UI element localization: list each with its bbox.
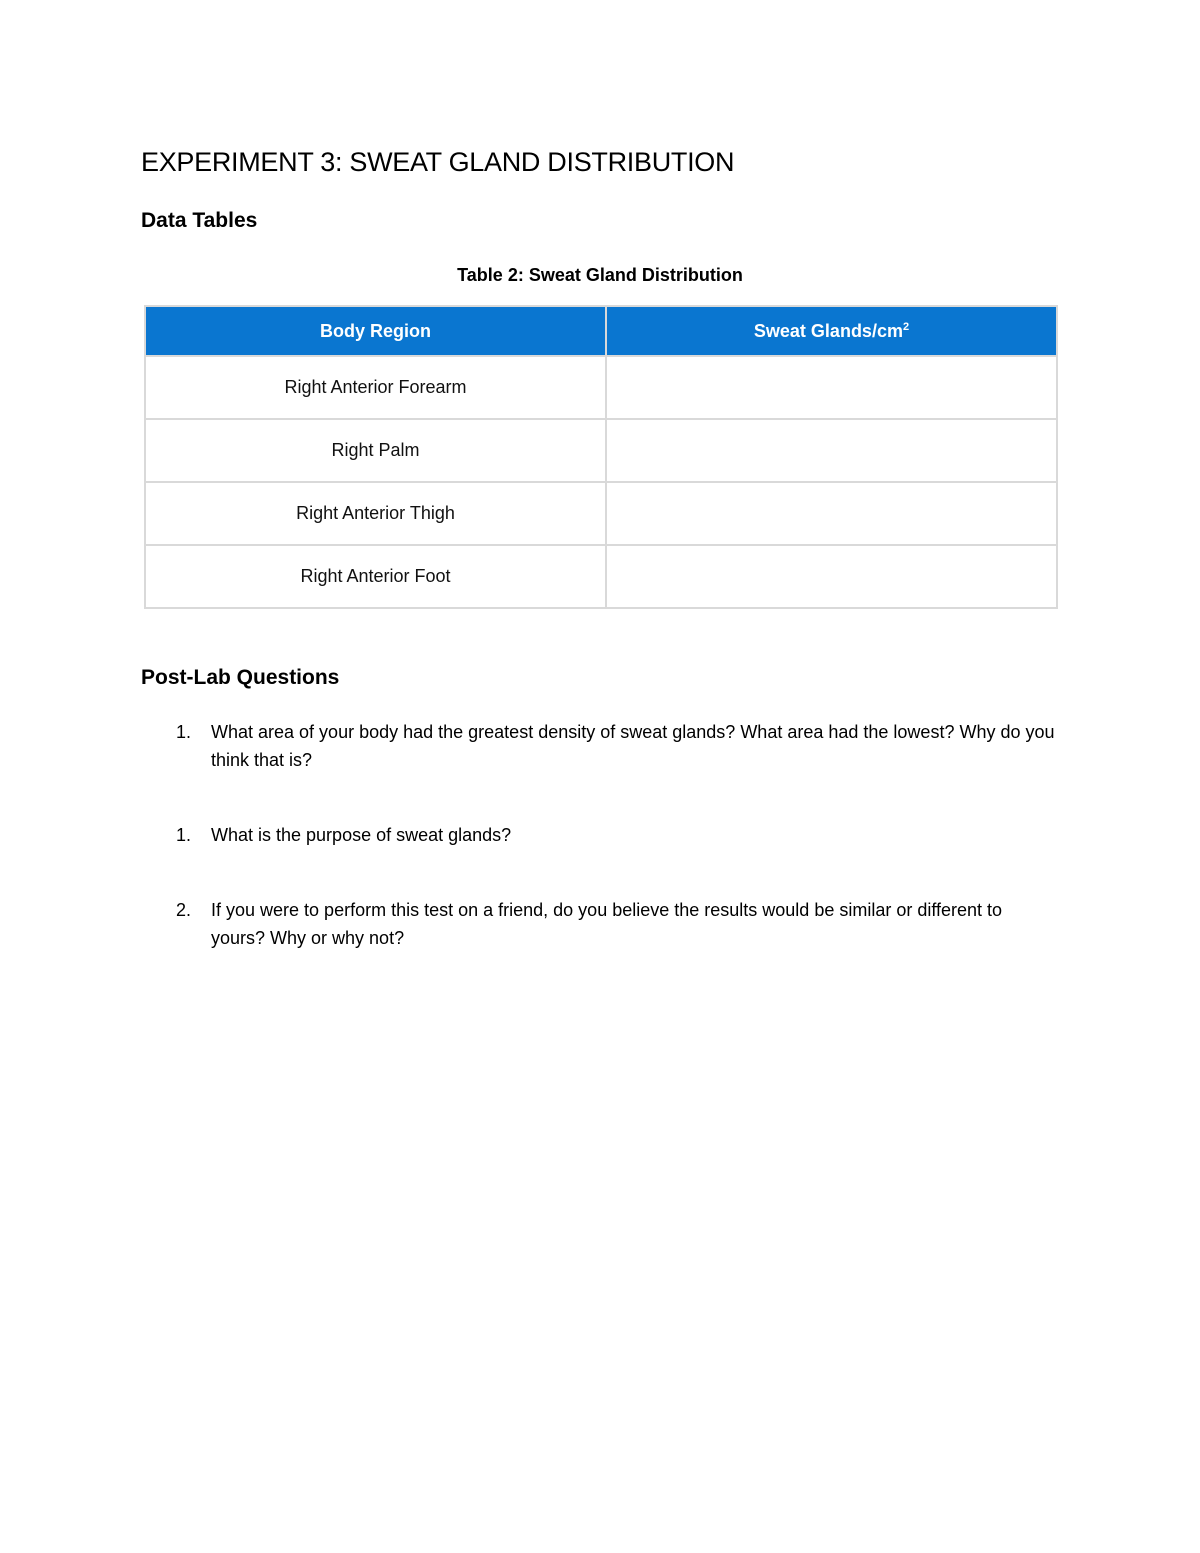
header-sweat-glands-label: Sweat Glands/cm [753, 320, 903, 341]
region-cell: Right Anterior Thigh [145, 482, 606, 545]
question-text: If you were to perform this test on a friend, do you believe the results would be similar or different to yours? Why or why not? [211, 900, 1003, 948]
region-cell: Right Palm [145, 419, 606, 482]
header-sweat-glands-superscript: 2 [902, 320, 910, 333]
post-lab-heading: Post-Lab Questions [141, 666, 340, 689]
question-list [176, 896, 1056, 952]
question-item [176, 896, 1056, 952]
value-cell[interactable] [606, 419, 1057, 482]
question-text: What is the purpose of sweat glands? [211, 825, 512, 845]
question-text: What area of your body had the greatest density of sweat glands? What area had the lowest? Why do you think that is? [211, 722, 1055, 770]
document-title: EXPERIMENT 3: SWEAT GLAND DISTRIBUTION [141, 147, 735, 177]
question-number: 2. [176, 900, 192, 920]
region-cell: Right Anterior Forearm [145, 356, 606, 419]
table-row [145, 482, 1057, 545]
table-row [145, 545, 1057, 608]
value-cell[interactable] [606, 545, 1057, 608]
question-item [176, 718, 1056, 774]
sweat-gland-table [144, 305, 1058, 609]
question-item [176, 821, 1056, 849]
question-list [176, 718, 1056, 774]
table-caption: Table 2: Sweat Gland Distribution [457, 265, 743, 285]
value-cell[interactable] [606, 356, 1057, 419]
header-sweat-glands [606, 306, 1057, 356]
value-cell[interactable] [606, 482, 1057, 545]
question-number: 1. [176, 825, 192, 845]
table-header-row [145, 306, 1057, 356]
table-row [145, 419, 1057, 482]
region-cell: Right Anterior Foot [145, 545, 606, 608]
question-list [176, 821, 1056, 849]
question-number: 1. [176, 722, 192, 742]
data-tables-heading: Data Tables [141, 209, 258, 232]
header-body-region: Body Region [145, 306, 606, 356]
table-row [145, 356, 1057, 419]
